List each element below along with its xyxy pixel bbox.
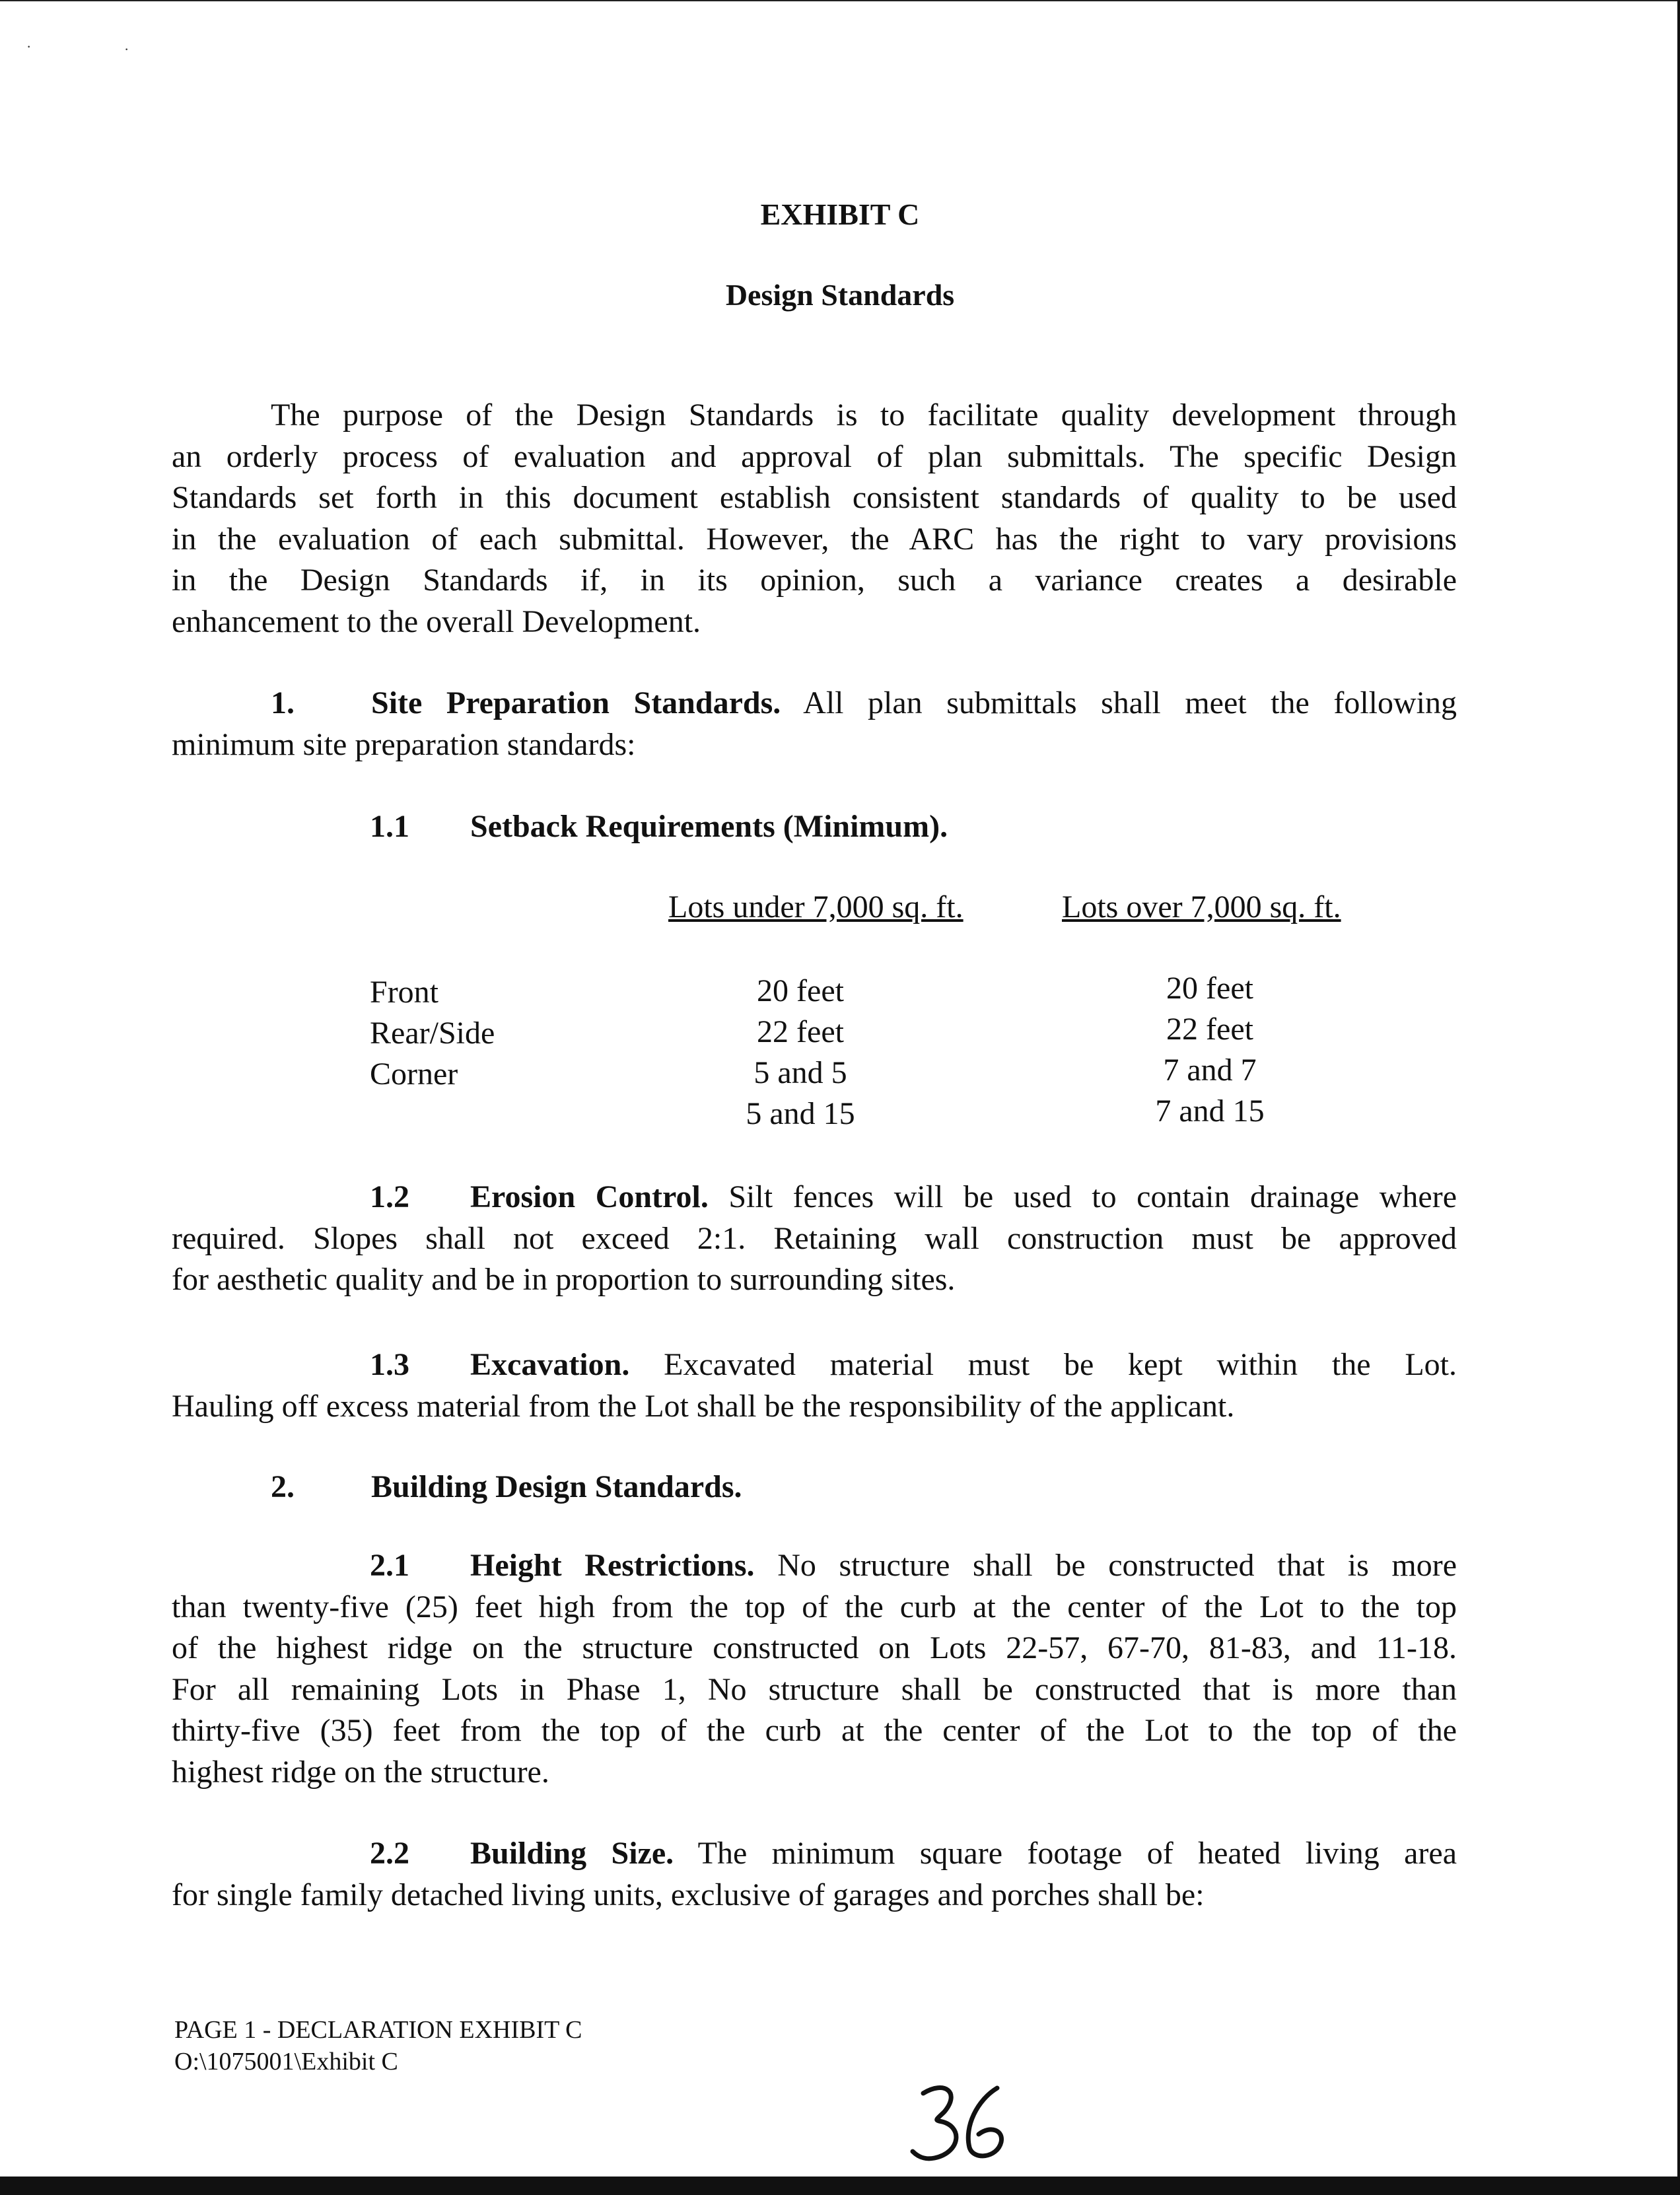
table-header-under: Lots under 7,000 sq. ft. <box>668 889 963 924</box>
section-number: 1.2 <box>370 1179 409 1214</box>
section-text: No structure shall be constructed that is more <box>754 1548 1457 1583</box>
section-number: 2.1 <box>370 1548 409 1583</box>
section-text: Hauling off excess material from the Lot shall be the responsibility of the applicant. <box>172 1388 1235 1424</box>
setback-col-under <box>668 971 932 1134</box>
scan-speck: · <box>26 38 32 55</box>
setback-row-labels <box>370 972 495 1095</box>
table-cell: 5 and 5 <box>753 1055 847 1090</box>
page-footer <box>174 2014 582 2077</box>
section-number: 1.3 <box>370 1347 409 1382</box>
intro-line: in the Design Standards if, in its opinion, such a variance creates a desirable <box>172 563 1457 598</box>
section-text: for aesthetic quality and be in proportion to surrounding sites. <box>172 1262 956 1297</box>
row-label: Front <box>370 975 439 1010</box>
row-label: Rear/Side <box>370 1016 495 1051</box>
footer-page-label: PAGE 1 - DECLARATION EXHIBIT C <box>174 2016 582 2044</box>
section-text: of the highest ridge on the structure constructed on Lots 22-57, 67-70, 81-83, and 11-18. <box>172 1630 1457 1665</box>
section-number: 1. <box>271 685 295 720</box>
document-title: Design Standards <box>725 278 955 312</box>
exhibit-title: EXHIBIT C <box>760 197 920 231</box>
section-text: All plan submittals shall meet the following <box>781 685 1457 720</box>
page-border-bottom <box>0 2177 1680 2195</box>
section-heading: Site Preparation Standards. <box>371 685 781 720</box>
section-text: Excavated material must be kept within the Lot. <box>629 1347 1457 1382</box>
section-text: Silt fences will be used to contain drainage where <box>708 1179 1457 1214</box>
section-1-3 <box>172 1344 1457 1427</box>
section-2-2 <box>172 1833 1457 1916</box>
section-text: highest ridge on the structure. <box>172 1754 549 1790</box>
intro-line: Standards set forth in this document establish consistent standards of quality to be used <box>172 480 1457 515</box>
intro-line: enhancement to the overall Development. <box>172 604 701 639</box>
page-border-top <box>0 0 1680 1</box>
section-text: thirty-five (35) feet from the top of the curb at the center of the Lot to the top of the <box>172 1713 1457 1748</box>
table-cell: 5 and 15 <box>746 1096 855 1131</box>
setback-col-over <box>1078 968 1342 1132</box>
section-text: minimum site preparation standards: <box>172 726 636 762</box>
table-cell: 7 and 7 <box>1163 1053 1257 1088</box>
section-number: 2.2 <box>370 1836 409 1871</box>
section-number: 1.1 <box>370 809 409 844</box>
section-2-1 <box>172 1545 1457 1793</box>
table-cell: 22 feet <box>757 1014 844 1049</box>
handwritten-page-number <box>898 2073 1030 2173</box>
intro-line: in the evaluation of each submittal. However, the ARC has the right to vary provisions <box>172 521 1457 557</box>
section-text: required. Slopes shall not exceed 2:1. Retaining wall construction must be approved <box>172 1220 1457 1256</box>
section-1 <box>172 683 1457 765</box>
section-1-2 <box>172 1177 1457 1301</box>
table-cell: 22 feet <box>1166 1012 1253 1047</box>
intro-line: an orderly process of evaluation and approval of plan submittals. The specific Design <box>172 438 1457 474</box>
section-heading: Building Size. <box>470 1836 674 1871</box>
section-heading: Erosion Control. <box>470 1179 709 1214</box>
table-cell: 7 and 15 <box>1155 1094 1265 1129</box>
intro-line: The purpose of the Design Standards is to facilitate quality development through <box>271 398 1457 433</box>
section-number: 2. <box>271 1469 295 1504</box>
section-text: The minimum square footage of heated living area <box>674 1836 1457 1871</box>
table-cell: 20 feet <box>757 973 844 1008</box>
page-border-right <box>1677 0 1680 2195</box>
section-text: For all remaining Lots in Phase 1, No structure shall be constructed that is more than <box>172 1671 1457 1707</box>
section-heading: Setback Requirements (Minimum). <box>470 809 948 844</box>
table-cell: 20 feet <box>1166 971 1253 1006</box>
section-text: than twenty-five (25) feet high from the top of the curb at the center of the Lot to the top <box>172 1589 1457 1624</box>
section-heading: Height Restrictions. <box>470 1548 755 1583</box>
section-text: for single family detached living units, exclusive of garages and porches shall be: <box>172 1877 1205 1912</box>
section-heading: Excavation. <box>470 1347 630 1382</box>
scan-speck: · <box>124 41 129 57</box>
row-label: Corner <box>370 1057 458 1092</box>
section-heading: Building Design Standards. <box>371 1469 742 1504</box>
intro-paragraph <box>172 395 1457 643</box>
table-header-over: Lots over 7,000 sq. ft. <box>1062 889 1341 924</box>
footer-file-path: O:\1075001\Exhibit C <box>174 2048 398 2075</box>
section-1-1 <box>370 808 948 845</box>
section-2 <box>271 1469 742 1505</box>
